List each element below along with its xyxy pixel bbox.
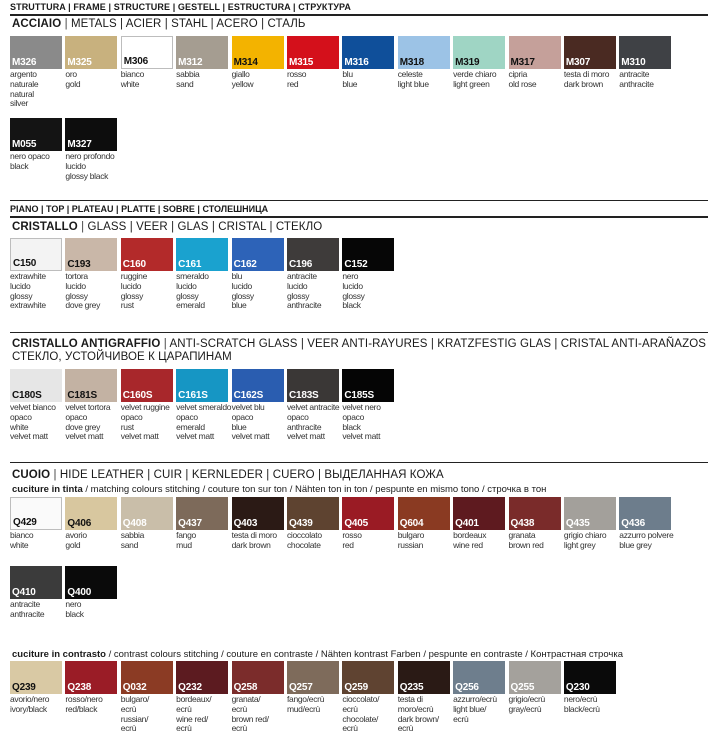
structure-header: STRUTTURA | FRAME | STRUCTURE | GESTELL | ESTRUCTURA | СТРУКТУРА — [10, 2, 351, 12]
swatch-description: testa di moro/ecrù dark brown/ ecrù — [397, 694, 439, 734]
color-chip — [121, 369, 173, 402]
swatch-c152 — [342, 238, 397, 311]
swatch-q604 — [398, 497, 453, 551]
swatch-description: bordeaux/ ecrù wine red/ ecrù — [176, 694, 212, 734]
swatch-code: Q406 — [67, 518, 92, 529]
swatch-code: Q403 — [233, 518, 258, 529]
swatch-description: granata brown red — [508, 530, 544, 550]
color-chip — [287, 497, 339, 530]
swatch-code: C161S — [178, 390, 208, 401]
swatch-code: Q438 — [510, 518, 535, 529]
swatch-q408 — [121, 497, 176, 551]
swatch-code: Q436 — [621, 518, 645, 529]
swatch-q256 — [453, 661, 508, 734]
color-chip — [342, 36, 394, 69]
contrasto-swatch-row — [10, 661, 619, 734]
swatch-c161s — [176, 369, 231, 442]
swatch-description: azzurro polvere blue grey — [619, 530, 674, 550]
swatch-code: Q408 — [122, 518, 147, 529]
swatch-code: Q235 — [399, 682, 424, 693]
color-chip — [232, 497, 284, 530]
swatch-description: velvet antracite opaco anthracite velvet matt — [286, 402, 340, 442]
swatch-description: antracite anthracite — [10, 599, 45, 619]
swatch-description: azzurro/ecrù light blue/ ecrù — [453, 694, 497, 724]
cuoio-title: CUOIO | HIDE LEATHER | CUIR | KERNLEDER | CUERO | ВЫДЕЛАННАЯ КОЖА — [12, 469, 444, 481]
swatch-m307 — [564, 36, 619, 109]
swatch-q439 — [287, 497, 342, 551]
swatch-q406 — [65, 497, 120, 551]
swatch-description: bordeaux wine red — [453, 530, 487, 550]
color-chip — [509, 661, 561, 694]
color-chip — [287, 238, 339, 271]
swatch-code: C181S — [67, 390, 97, 401]
swatch-description: extrawhite lucido glossy extrawhite — [10, 271, 46, 311]
swatch-code: Q410 — [12, 587, 36, 598]
header-rule — [10, 14, 708, 16]
color-chip — [65, 661, 117, 694]
swatch-description: granata/ ecrù brown red/ ecrù — [231, 694, 269, 734]
swatch-code: M310 — [621, 57, 646, 68]
antigraffio-title: CRISTALLO ANTIGRAFFIO | ANTI-SCRATCH GLASS | VEER ANTI-RAYURES | KRATZFESTIG GLAS | CRISTAL ANTI-ARAÑAZOS — [12, 338, 707, 350]
swatch-m317 — [509, 36, 564, 109]
swatch-description: bianco white — [120, 69, 145, 89]
swatch-q401 — [453, 497, 508, 551]
swatch-c181s — [65, 369, 120, 442]
antigraffio-swatch-row — [10, 369, 398, 442]
swatch-description: blu blue — [342, 69, 358, 89]
swatch-code: Q429 — [13, 517, 37, 528]
swatch-description: avorio/nero ivory/black — [10, 694, 50, 714]
antigraffio-rule — [10, 332, 708, 333]
swatch-description: giallo yellow — [231, 69, 254, 89]
swatch-description: nero lucido glossy black — [342, 271, 365, 311]
swatch-description: argento naturale natural silver — [10, 69, 39, 109]
swatch-q257 — [287, 661, 342, 734]
swatch-description: rosso/nero red/black — [65, 694, 103, 714]
acciaio-title: ACCIAIO | METALS | ACIER | STAHL | ACERO | СТАЛЬ — [12, 18, 306, 30]
swatch-description: antracite anthracite — [619, 69, 654, 89]
swatch-code: Q258 — [233, 682, 258, 693]
swatch-q032 — [121, 661, 176, 734]
swatch-q259 — [342, 661, 397, 734]
color-chip — [287, 661, 339, 694]
swatch-m326 — [10, 36, 65, 109]
color-chip — [342, 369, 394, 402]
color-chip — [453, 661, 505, 694]
color-chip — [564, 497, 616, 530]
color-chip — [176, 369, 228, 402]
color-chip — [232, 661, 284, 694]
color-chip — [65, 369, 117, 402]
swatch-description: celeste light blue — [397, 69, 429, 89]
swatch-code: Q257 — [288, 682, 313, 693]
contrasto-subtitle: cuciture in contrasto / contrast colours stitching / couture en contraste / Nähten kontrast Farben / pespunte en contraste / Контрастная строчка — [12, 649, 623, 660]
swatch-c150 — [10, 238, 65, 311]
swatch-c183s — [287, 369, 342, 442]
color-chip — [10, 118, 62, 151]
swatch-code: C185S — [344, 390, 374, 401]
swatch-c161 — [176, 238, 231, 311]
swatch-c193 — [65, 238, 120, 311]
swatch-c162s — [232, 369, 287, 442]
swatch-description: velvet ruggine opaco rust velvet matt — [120, 402, 170, 442]
swatch-description: testa di moro dark brown — [563, 69, 610, 89]
swatch-description: nero black — [65, 599, 84, 619]
swatch-code: M316 — [344, 57, 369, 68]
swatch-code: Q400 — [67, 587, 92, 598]
swatch-description: grigio/ecrù gray/ecrù — [508, 694, 545, 714]
color-chip — [342, 497, 394, 530]
cristallo-swatch-row — [10, 238, 398, 311]
color-chip — [10, 369, 62, 402]
swatch-description: antracite lucido glossy anthracite — [286, 271, 322, 311]
swatch-code: M327 — [67, 139, 92, 150]
swatch-code: M319 — [455, 57, 480, 68]
swatch-code: M325 — [67, 57, 92, 68]
swatch-code: Q255 — [510, 682, 535, 693]
piano-header: PIANO | TOP | PLATEAU | PLATTE | SOBRE | СТОЛЕШНИЦА — [10, 204, 269, 214]
swatch-c196 — [287, 238, 342, 311]
color-chip — [619, 36, 671, 69]
swatch-code: M315 — [288, 57, 314, 68]
swatch-code: Q405 — [344, 518, 369, 529]
swatch-description: nero/ecrù black/ecrù — [563, 694, 600, 714]
swatch-description: velvet nero opaco black velvet matt — [342, 402, 381, 442]
swatch-q255 — [509, 661, 564, 734]
swatch-q405 — [342, 497, 397, 551]
color-chip — [176, 238, 228, 271]
color-chip — [10, 566, 62, 599]
color-chip — [176, 497, 228, 530]
swatch-description: cipria old rose — [508, 69, 537, 89]
swatch-q429 — [10, 497, 65, 551]
swatch-q437 — [176, 497, 231, 551]
color-chip — [65, 118, 117, 151]
swatch-c185s — [342, 369, 397, 442]
swatch-code: Q439 — [288, 518, 313, 529]
swatch-description: bianco white — [10, 530, 34, 550]
swatch-description: bulgaro/ ecrù russian/ ecrù — [120, 694, 150, 734]
color-chip — [10, 497, 62, 530]
swatch-description: nero profondo lucido glossy black — [65, 151, 115, 181]
swatch-m314 — [232, 36, 287, 109]
swatch-description: velvet bianco opaco white velvet matt — [10, 402, 56, 442]
swatch-m316 — [342, 36, 397, 109]
swatch-c180s — [10, 369, 65, 442]
color-chip — [453, 497, 505, 530]
swatch-code: Q230 — [565, 682, 590, 693]
swatch-code: Q238 — [67, 682, 92, 693]
swatch-description: nero opaco black — [10, 151, 50, 171]
swatch-description: blu lucido glossy blue — [231, 271, 254, 311]
color-chip — [398, 497, 450, 530]
cuoio-swatch-row-1 — [10, 497, 675, 551]
swatch-q235 — [398, 661, 453, 734]
color-chip — [10, 238, 62, 271]
swatch-description: sabbia sand — [176, 69, 200, 89]
swatch-m315 — [287, 36, 342, 109]
swatch-code: Q437 — [178, 518, 202, 529]
swatch-description: oro gold — [65, 69, 81, 89]
color-chip — [65, 238, 117, 271]
swatch-code: Q401 — [455, 518, 479, 529]
color-chip — [121, 238, 173, 271]
color-chip — [287, 36, 339, 69]
swatch-description: grigio chiaro light grey — [563, 530, 607, 550]
swatch-code: C161 — [178, 259, 202, 270]
swatch-c160 — [121, 238, 176, 311]
color-chip — [176, 661, 228, 694]
swatch-code: Q032 — [122, 682, 147, 693]
swatch-description: velvet tortora opaco dove grey velvet matt — [65, 402, 111, 442]
swatch-q239 — [10, 661, 65, 734]
color-chip — [121, 497, 173, 530]
swatch-c162 — [232, 238, 287, 311]
color-chip — [232, 369, 284, 402]
swatch-description: ruggine lucido glossy rust — [120, 271, 148, 311]
swatch-description: sabbia sand — [120, 530, 145, 550]
swatch-c160s — [121, 369, 176, 442]
swatch-code: C193 — [67, 259, 91, 270]
swatch-description: velvet smeraldo opaco emerald velvet matt — [176, 402, 232, 442]
swatch-description: bulgaro russian — [397, 530, 424, 550]
swatch-m318 — [398, 36, 453, 109]
color-chip — [65, 566, 117, 599]
color-chip — [564, 661, 616, 694]
cuoio-subtitle: cuciture in tinta / matching colours stitching / couture ton sur ton / Nähten ton in ton / pespunte en mismo tono / строчка в тон — [12, 484, 547, 495]
swatch-description: rosso red — [342, 530, 362, 550]
swatch-description: fango/ecrù mud/ecrù — [286, 694, 325, 714]
swatch-code: C162 — [233, 259, 257, 270]
antigraffio-title-line2: СТЕКЛО, УСТОЙЧИВОЕ К ЦАРАПИНАМ — [12, 351, 232, 363]
swatch-code: Q232 — [178, 682, 202, 693]
swatch-code: C196 — [288, 259, 313, 270]
cuoio-swatch-row-2 — [10, 566, 121, 620]
swatch-m055 — [10, 118, 65, 181]
swatch-description: fango mud — [176, 530, 196, 550]
swatch-description: velvet blu opaco blue velvet matt — [231, 402, 270, 442]
swatch-q238 — [65, 661, 120, 734]
swatch-description: tortora lucido glossy dove grey — [65, 271, 101, 311]
color-chip — [65, 36, 117, 69]
swatch-code: M326 — [12, 57, 37, 68]
swatch-code: M314 — [233, 57, 258, 68]
swatch-q232 — [176, 661, 231, 734]
swatch-code: M055 — [12, 139, 37, 150]
swatch-description: avorio gold — [65, 530, 87, 550]
color-chip — [121, 36, 173, 69]
color-chip — [342, 661, 394, 694]
swatch-code: C160S — [122, 390, 153, 401]
color-chip — [509, 36, 561, 69]
color-chip — [232, 36, 284, 69]
swatch-code: M312 — [178, 57, 203, 68]
swatch-m319 — [453, 36, 508, 109]
color-chip — [232, 238, 284, 271]
swatch-m327 — [65, 118, 120, 181]
swatch-description: cioccolato chocolate — [286, 530, 322, 550]
color-chip — [453, 36, 505, 69]
swatch-description: testa di moro dark brown — [231, 530, 277, 550]
color-chip — [342, 238, 394, 271]
color-chip — [176, 36, 228, 69]
swatch-q435 — [564, 497, 619, 551]
cristallo-title: CRISTALLO | GLASS | VEER | GLAS | CRISTAL | СТЕКЛО — [12, 221, 323, 233]
swatch-code: C152 — [344, 259, 368, 270]
color-chip — [398, 36, 450, 69]
swatch-description: smeraldo lucido glossy emerald — [176, 271, 209, 311]
swatch-code: Q435 — [565, 518, 590, 529]
swatch-code: C150 — [13, 258, 37, 269]
swatch-code: M318 — [399, 57, 424, 68]
color-chip — [121, 661, 173, 694]
color-chip — [564, 36, 616, 69]
color-chip — [398, 661, 450, 694]
swatch-description: rosso red — [286, 69, 307, 89]
swatch-code: M307 — [565, 57, 591, 68]
swatch-m325 — [65, 36, 120, 109]
swatch-q400 — [65, 566, 120, 620]
swatch-m306 — [121, 36, 176, 109]
swatch-q258 — [232, 661, 287, 734]
color-chip — [287, 369, 339, 402]
swatch-q403 — [232, 497, 287, 551]
swatch-code: Q604 — [399, 518, 424, 529]
swatch-code: Q259 — [344, 682, 369, 693]
swatch-code: C162S — [233, 390, 264, 401]
swatch-code: Q239 — [12, 682, 36, 693]
color-chip — [10, 36, 62, 69]
swatch-q436 — [619, 497, 674, 551]
swatch-description: verde chiaro light green — [453, 69, 497, 89]
color-chip — [619, 497, 671, 530]
swatch-code: M317 — [510, 57, 535, 68]
swatch-code: C180S — [12, 390, 42, 401]
swatch-code: C160 — [122, 259, 146, 270]
swatch-q230 — [564, 661, 619, 734]
swatch-description: cioccolato/ ecrù chocolate/ ecrù — [342, 694, 380, 734]
cuoio-rule — [10, 462, 708, 463]
swatch-m310 — [619, 36, 674, 109]
swatch-code: C183S — [288, 390, 319, 401]
swatch-code: M306 — [123, 56, 148, 67]
color-chip — [65, 497, 117, 530]
swatch-m312 — [176, 36, 231, 109]
piano-rule-bottom — [10, 216, 708, 218]
swatch-code: Q256 — [455, 682, 479, 693]
color-chip — [10, 661, 62, 694]
acciaio-swatch-row-1 — [10, 36, 675, 109]
acciaio-swatch-row-2 — [10, 118, 121, 181]
piano-rule-top — [10, 200, 708, 201]
swatch-q438 — [509, 497, 564, 551]
swatch-q410 — [10, 566, 65, 620]
color-chip — [509, 497, 561, 530]
